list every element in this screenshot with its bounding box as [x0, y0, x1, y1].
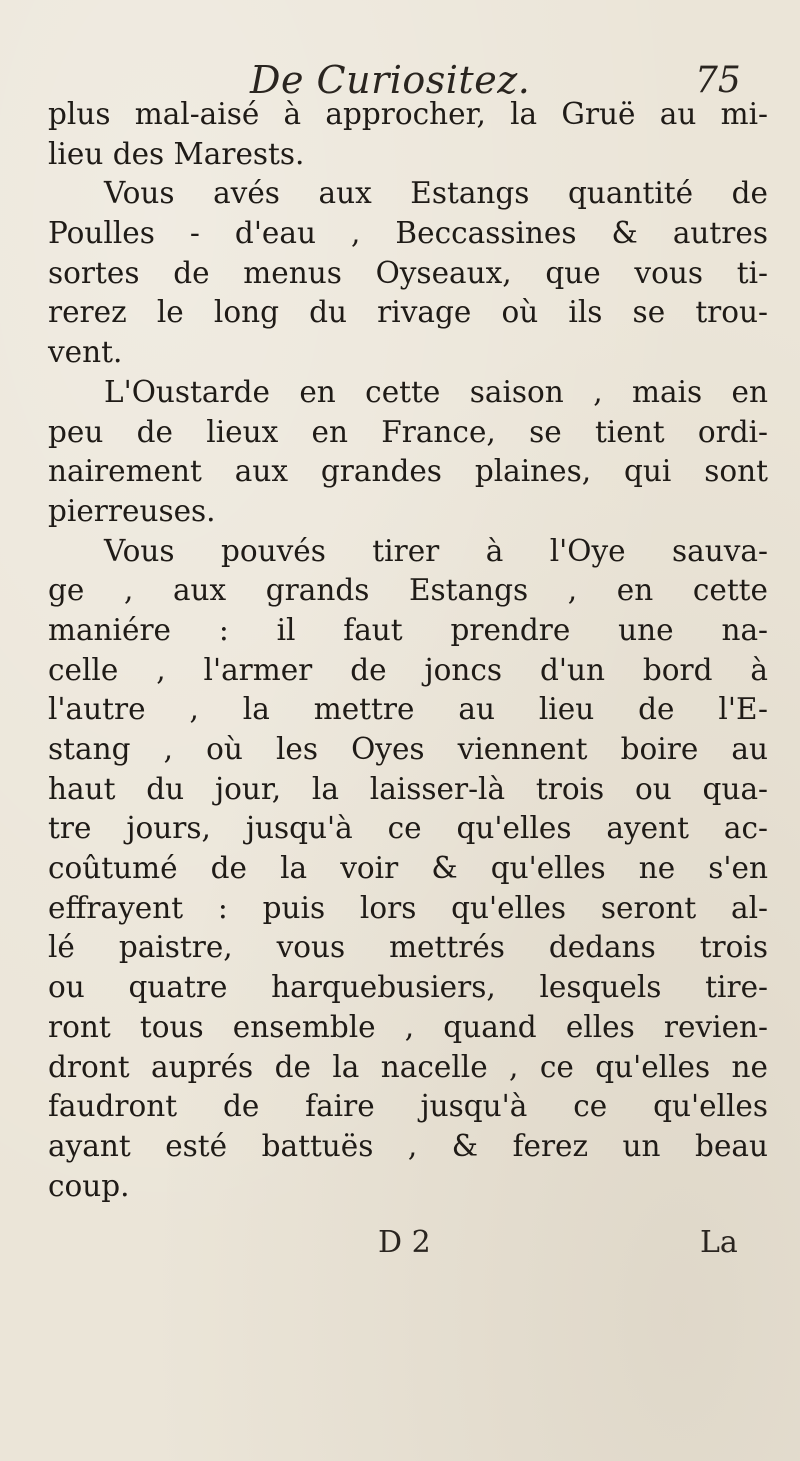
text-line: coup.: [48, 1168, 130, 1203]
paragraph-first-line: L'Oustarde en cette saison , mais en: [104, 374, 768, 409]
body-text: [48, 95, 768, 1206]
text-line: ge , aux grands Estangs , en cette: [48, 573, 768, 608]
text-line: lieu des Marests.: [48, 136, 305, 171]
text-line: ou quatre harquebusiers, lesquels tire-: [48, 970, 768, 1005]
text-line: effrayent : puis lors qu'elles seront al-: [48, 890, 768, 925]
text-line: nairement aux grandes plaines, qui sont: [48, 454, 768, 489]
paragraph-first-line: Vous avés aux Estangs quantité de: [104, 176, 768, 211]
running-title: De Curiositez.: [250, 58, 531, 102]
signature-mark: D 2: [378, 1225, 431, 1260]
text-line: ayant esté battuës , & ferez un beau: [48, 1128, 768, 1163]
text-line: coûtumé de la voir & qu'elles ne s'en: [48, 851, 768, 886]
text-line: faudront de faire jusqu'à ce qu'elles: [48, 1089, 768, 1124]
text-line: haut du jour, la laisser-là trois ou qua-: [48, 771, 768, 806]
text-line: plus mal-aisé à approcher, la Gruë au mi-: [48, 97, 768, 131]
text-line: celle , l'armer de joncs d'un bord à: [48, 652, 768, 687]
catchword: La: [700, 1225, 738, 1260]
text-line: rerez le long du rivage où ils se trou-: [48, 295, 768, 330]
text-line: l'autre , la mettre au lieu de l'E-: [48, 692, 768, 727]
text-line: tre jours, jusqu'à ce qu'elles ayent ac-: [48, 811, 768, 846]
text-line: dront auprés de la nacelle , ce qu'elles ne: [48, 1049, 768, 1084]
text-line: vent.: [48, 335, 123, 370]
paragraph-first-line: Vous pouvés tirer à l'Oye sauva-: [104, 533, 768, 568]
text-line: stang , où les Oyes viennent boire au: [48, 732, 768, 766]
text-line: pierreuses.: [48, 493, 216, 528]
text-line: peu de lieux en France, se tient ordi-: [48, 414, 768, 449]
text-line: lé paistre, vous mettrés dedans trois: [48, 930, 768, 965]
text-line: maniére : il faut prendre une na-: [48, 612, 768, 647]
text-line: ront tous ensemble , quand elles revien-: [48, 1009, 768, 1044]
text-line: sortes de menus Oyseaux, que vous ti-: [48, 255, 768, 290]
text-line: Poulles - d'eau , Beccassines & autres: [48, 216, 768, 251]
page-number: 75: [695, 60, 741, 101]
page-footer: [0, 1225, 800, 1275]
